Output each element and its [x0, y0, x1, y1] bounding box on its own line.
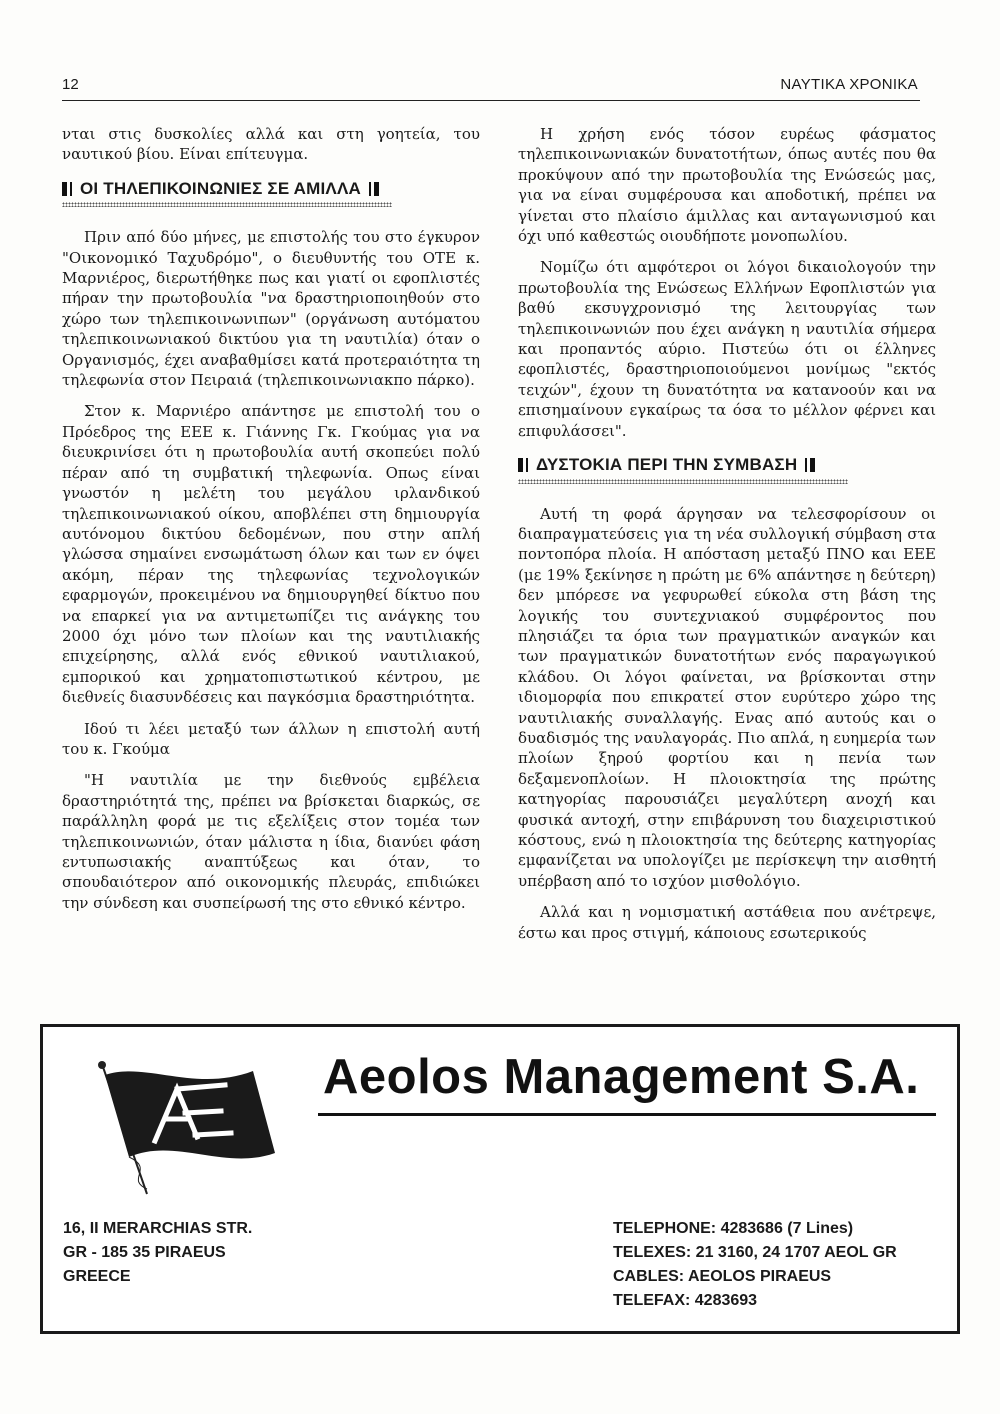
- paragraph: Αυτή τη φορά άργησαν να τελεσφορίσουν οι διαπραγματεύσεις για τη νέα συλλογική σύμβαση στα ποντοπόρα πλοία. Η απόσταση μεταξύ ΠΝΟ και ΕΕΕ (με 19% ξεκίνησε η πρώτη με 6% απάντησε η δεύτερη) δεν μπόρεσε να γεφυρωθεί εύκολα στη βάση της λογικής του συντεχνιακού συμφέροντος που πλησιάζει τα όρια των πραγματικών αναγκών και των πραγματικών δυνατοτήτων ενός παραγωγικού κλάδου. Οι λόγοι φαίνεται, να βρίσκονται στην ιδιομορφία που επικρατεί στον ευρύτερο χώρο της ναυτιλιακής συναλλαγής. Ενας από αυτούς και ο δυαδισμός της ναυλαγοράς. Πιο απλά, η ευημερία των πλοίων ξηρού φορτίου και η πενία των δεξαμενοπλοίων. Η πλοιοκτησία της πρώτης κατηγορίας παρουσιάζει μεγαλύτερη ανοχή και φυσικά αντοχή, στην επιβάρυνση του διαχειριστικού κόστους, ενώ η πλοιοκτησία της δεύτερης κατηγορίας εμφανίζεται να υπολογίζει με περίσκεψη την αισθητή υπέρβαση από το ισχύον μισθολόγιο.: [518, 504, 936, 890]
- section-underline: [62, 202, 392, 207]
- section-contract: [518, 455, 936, 483]
- advertisement: [40, 1024, 960, 1334]
- paragraph: Στον κ. Μαρνιέρο απάντησε με επιστολή του ο Πρόεδρος της ΕΕΕ κ. Γιάννης Γκ. Γκούμας για να διευκρινίσει ότι η πρωτοβουλία αυτή σκοπεύει πολύ πέραν από τη συμβατική τηλεφωνία. Οπως είναι γνωστόν η μελέτη του μεγάλου ιρλανδικού τηλεπικοινωνιακού οίκου, αποβλέπει στη δημιουργία αυτόνομου δικτύου δεδομένων, που στην απλή γλώσσα σημαίνει ενσωμάτωση όλων και των εν όψει ακόμη, πέραν της τηλεφωνίας τεχνολογικών εφαρμογών, προκειμένου να δημιουργηθεί δίκτυο που να επαρκεί για να αντιμετωπίζει τις ανάγκης του 2000 όχι μόνο των πλοίων και της ναυτιλιακής επιχείρησης, αλλά ενός εθνικού ναυτιλιακού, εμπορικού και χρηματοπιστωτικού κέντρου, με διεθνείς διασυνδέσεις και παγκόσμια δραστηριότητα.: [62, 402, 480, 707]
- contact-block: [613, 1217, 897, 1313]
- intro-paragraph: νται στις δυσκολίες αλλά και στη γοητεία, του ναυτικού βίου. Είναι επίτευγμα.: [62, 125, 480, 164]
- paragraph: Ιδού τι λέει μεταξύ των άλλων η επιστολή αυτή του κ. Γκούμα: [62, 719, 480, 758]
- header-rule: [62, 100, 920, 101]
- address-line: GR - 185 35 PIRAEUS: [63, 1244, 226, 1261]
- cables-line: CABLES: AEOLOS PIRAEUS: [613, 1268, 832, 1285]
- company-name: Aeolos Management S.A.: [323, 1050, 920, 1104]
- telephone-line: TELEPHONE: 4283686 (7 Lines): [613, 1220, 854, 1237]
- page-number: 12: [62, 76, 79, 93]
- section-marker-icon: [518, 458, 528, 472]
- section-heading: ΟΙ ΤΗΛΕΠΙΚΟΙΝΩΝΙΕΣ ΣΕ ΑΜΙΛΛΑ: [80, 178, 361, 198]
- address-line: 16, II MERARCHIAS STR.: [63, 1220, 253, 1237]
- paragraph: Πριν από δύο μήνες, με επιστολής του στο έγκυρον "Οικονομικό Ταχυδρόμο", ο διευθυντής του ΟΤΕ κ. Μαρνιέρος, διερωτήθηκε πως και γιατί οι εφοπλιστές πήραν την πρωτοβουλία "να δραστηριοποιηθούν στο χώρο των τηλεπικοινωνιπων" (οργάνωση αυτόματου τηλεπικοινωνιακού δικτύου για τη ναυτιλία) όταν ο Οργανισμός, έχει αναβαθμίσει κατά προτεραιότητα τη τηλεφωνία στον Πειραιά (τηλεπικοινωνιακπο πάρκο).: [62, 228, 480, 390]
- section-marker-icon: [369, 182, 379, 196]
- section-marker-icon: [805, 458, 815, 472]
- paragraph: Νομίζω ότι αμφότεροι οι λόγοι δικαιολογούν την πρωτοβουλία της Ενώσεως Ελλήνων Εφοπλιστών για βαθύ εκσυγχρονισμό της λειτουργίας των τηλεπικοινωνιών που έχει ανάγκη η ναυτιλία σήμερα και προπαντός αύριο. Πιστεύω ότι οι έλληνες εφοπλιστές, δραστηριοποιούμενοι μονίμως "εκτός τειχών", έχουν τη δυνατότητα να κατανοούν και να επισημαίνουν εγκαίρως τα όσα το μέλλον φέρνει και επιφυλάσσει".: [518, 258, 936, 440]
- address-line: GREECE: [63, 1268, 131, 1285]
- ae-flag-icon: [85, 1049, 285, 1199]
- section-heading: ΔΥΣΤΟΚΙΑ ΠΕΡΙ ΤΗΝ ΣΥΜΒΑΣΗ: [536, 455, 798, 475]
- section-marker-icon: [62, 182, 72, 196]
- section-underline: [518, 479, 848, 484]
- company-underline: [318, 1113, 936, 1116]
- section-telecom: [62, 179, 480, 207]
- right-column: [518, 124, 936, 954]
- left-column: [62, 124, 480, 924]
- paragraph: "Η ναυτιλία με την διεθνούς εμβέλεια δραστηριότητά της, πρέπει να βρίσκεται διαρκώς, σε παράλληλη φορά με τις εξελίξεις στον τομέα των τηλεπικοινωνιών, όταν μάλιστα η ίδια, διανύει φάση εντυπωσιακής αναπτύξεως και όταν, το σπουδαιότερον από οικονομικής πλευράς, επιδιώκει την σύνδεση και συσπείρωσή της στο εθνικό κέντρο.: [62, 771, 480, 912]
- paragraph: Η χρήση ενός τόσον ευρέως φάσματος τηλεπικοινωνιακών δυνατοτήτων, όπως αυτές που θα προκύψουν από την πρωτοβουλία της Ενώσεώς μας, για να είναι συμφέρουσα και αποδοτική, πρέπει να γίνεται στο πλαίσιο άμιλλας και ανταγωνισμού και όχι υπό καθεστώς οιουδήποτε μονοπωλίου.: [518, 125, 936, 246]
- address-block: [63, 1217, 252, 1289]
- telex-line: TELEXES: 21 3160, 24 1707 AEOL GR: [613, 1244, 897, 1261]
- telefax-line: TELEFAX: 4283693: [613, 1292, 758, 1309]
- publication-title: ΝΑΥΤΙΚΑ ΧΡΟΝΙΚΑ: [780, 76, 918, 93]
- paragraph: Αλλά και η νομισματική αστάθεια που ανέτρεψε, έστω και προς στιγμή, κάποιους εσωτερικούς: [518, 903, 936, 942]
